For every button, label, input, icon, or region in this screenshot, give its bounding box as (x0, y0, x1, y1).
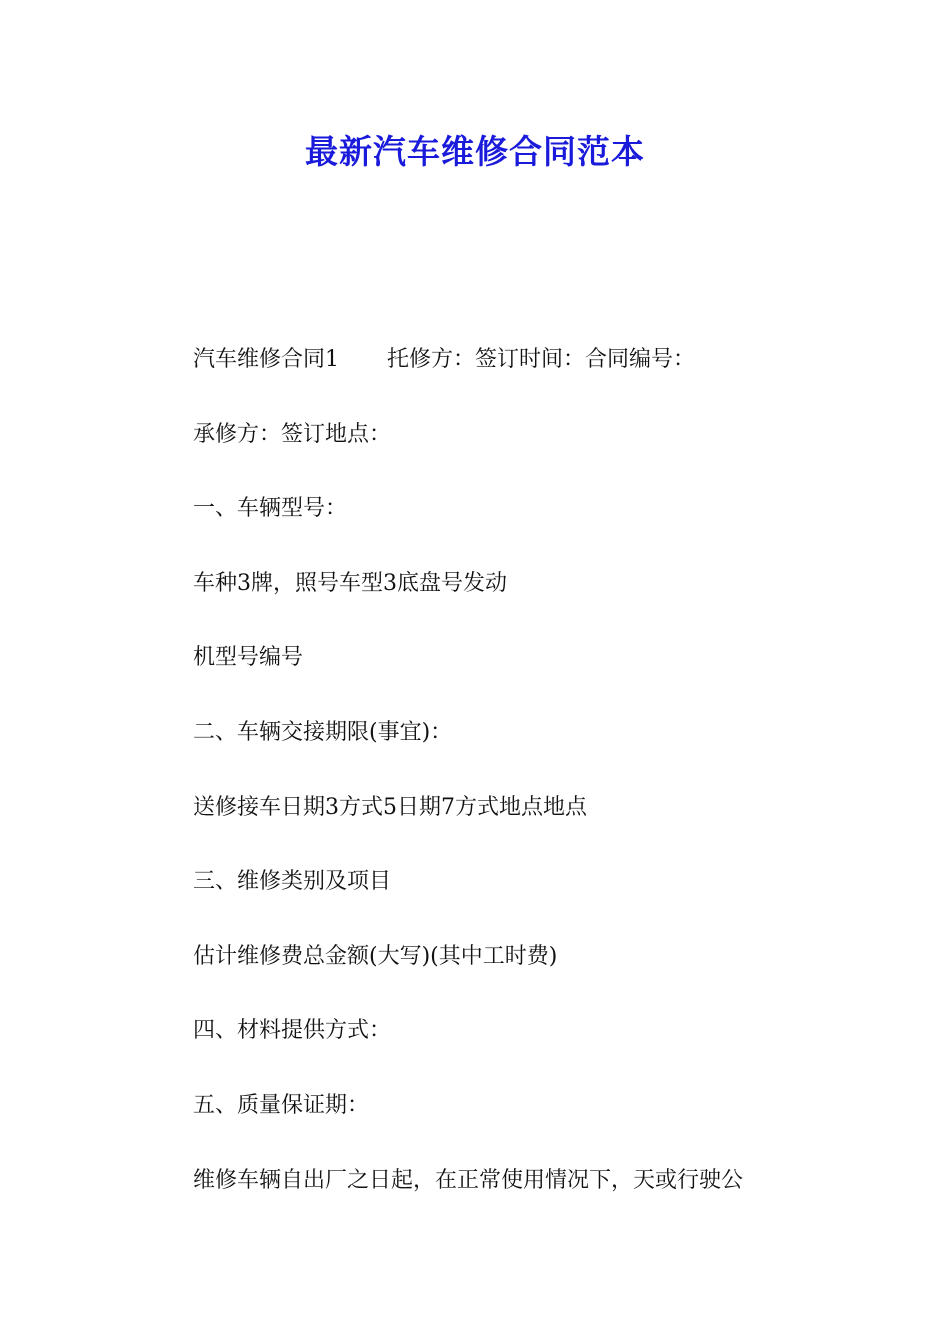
paragraph-warranty-details: 维修车辆自出厂之日起，在正常使用情况下，天或行驶公 (193, 1167, 744, 1193)
paragraph-vehicle-details: 车种3牌，照号车型3底盘号发动 (193, 570, 507, 596)
section-heading-warranty-period: 五、质量保证期： (193, 1092, 370, 1118)
paragraph-estimated-cost: 估计维修费总金额(大写)(其中工时费) (193, 943, 558, 969)
section-heading-vehicle-model: 一、车辆型号： (193, 496, 348, 522)
section-heading-material-supply: 四、材料提供方式： (193, 1018, 392, 1044)
contract-name: 汽车维修合同1 (193, 347, 339, 372)
paragraph-engine-number: 机型号编号 (193, 645, 304, 671)
document-title: 最新汽车维修合同范本 (305, 132, 645, 171)
document-body (193, 340, 833, 1235)
paragraph-handover-details: 送修接车日期3方式5日期7方式地点地点 (193, 794, 587, 820)
paragraph-contractor-line: 承修方：签订地点： (193, 421, 392, 447)
client-party-line: 托修方：签订时间：合同编号： (387, 347, 696, 372)
section-heading-handover-period: 二、车辆交接期限(事宜)： (193, 719, 453, 745)
paragraph-contract-header (193, 340, 833, 415)
section-heading-repair-category: 三、维修类别及项目 (193, 869, 392, 895)
